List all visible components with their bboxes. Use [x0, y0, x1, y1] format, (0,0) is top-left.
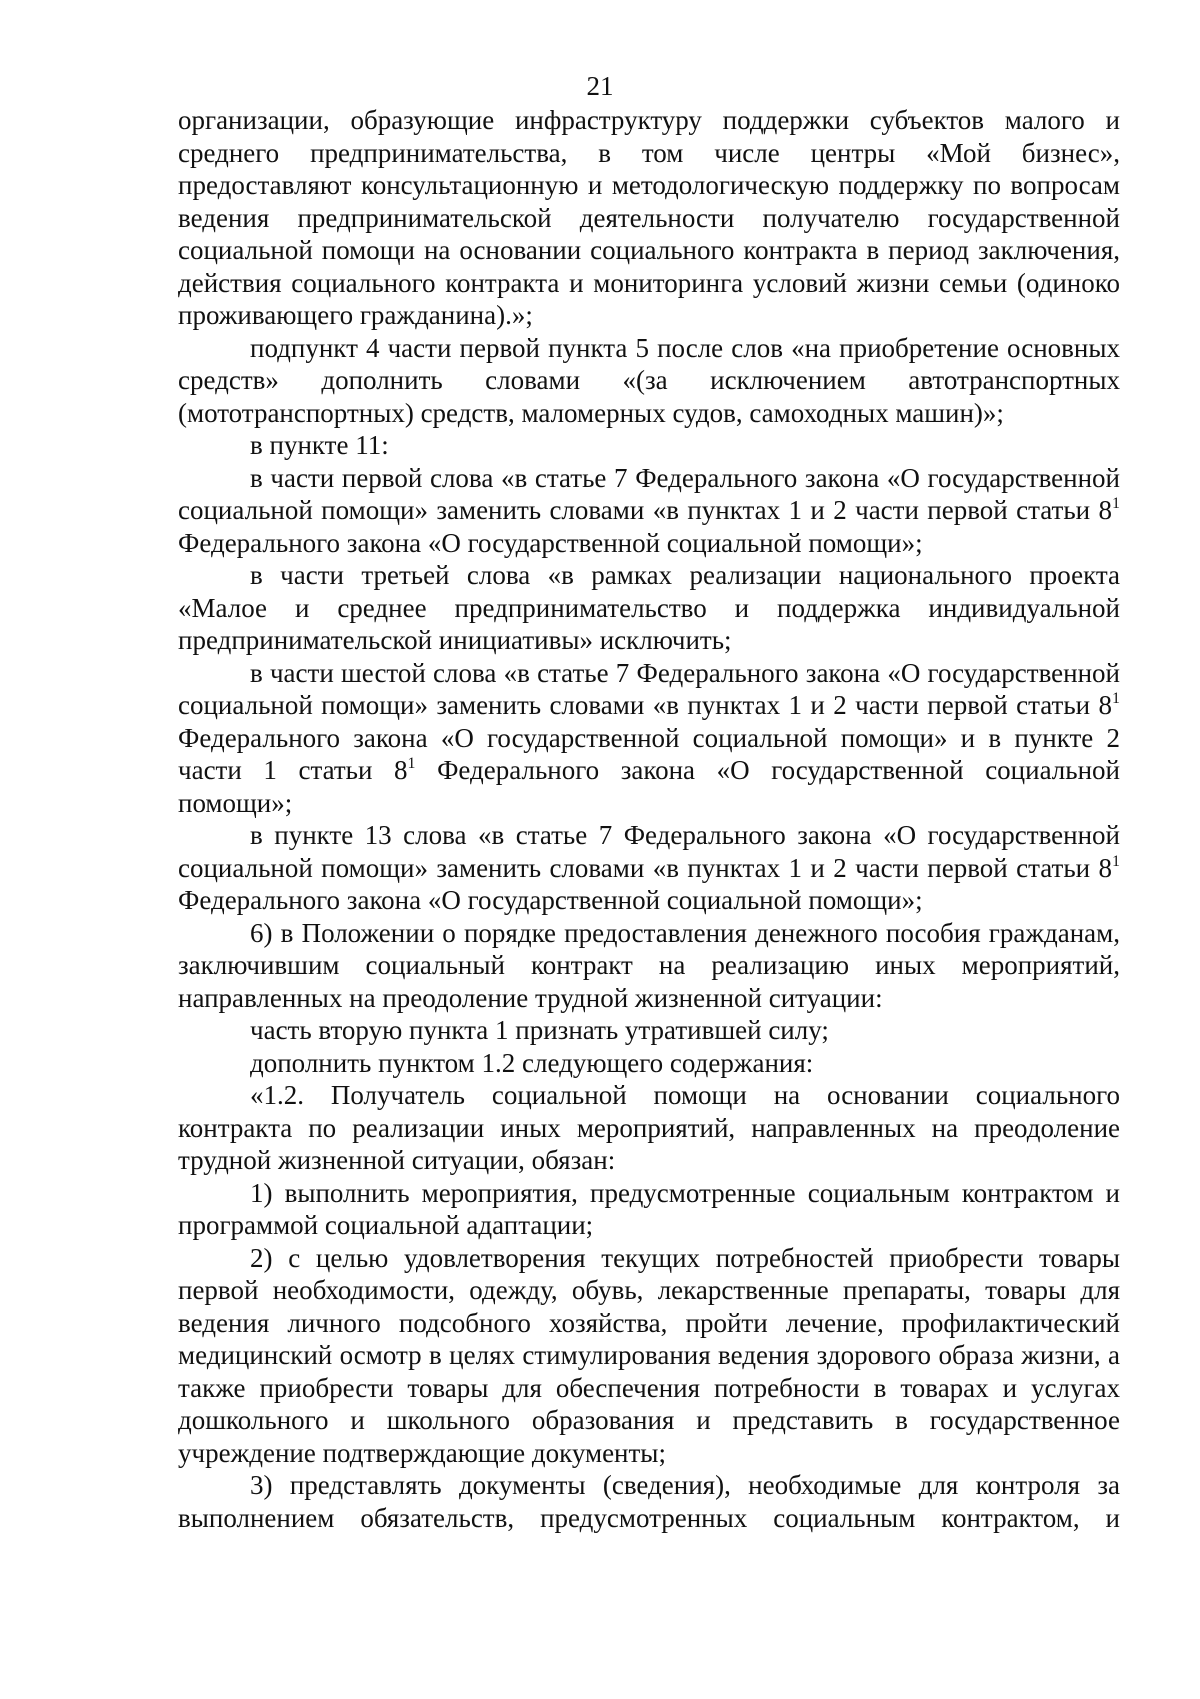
paragraph-text: Федерального закона «О государственной социальной помощи»;: [178, 755, 1120, 818]
paragraph-text: Федерального закона «О государственной социальной помощи»;: [178, 527, 923, 558]
paragraph: организации, образующие инфраструктуру поддержки субъектов малого и среднего предпринимательства, в том числе центры «Мой бизнес», предоставляют консультационную и методологическую поддержку по вопросам ведения предпринимательской деятельности получателю государственной социальной помощи на основании социального контракта в период заключения, действия социального контракта и мониторинга условий жизни семьи (одиноко проживающего гражданина).»;: [178, 105, 1120, 330]
superscript: 1: [1112, 690, 1120, 707]
paragraph-text: Федерального закона «О государственной социальной помощи» и в пункте 2 части 1 статьи 8: [178, 722, 1120, 785]
paragraph-text: в пункте 13 слова «в статье 7 Федерального закона «О государственной социальной помощи» заменить словами «в пунктах 1 и 2 части первой статьи 8: [178, 820, 1120, 883]
paragraph: подпункт 4 части первой пункта 5 после слов «на приобретение основных средств» дополнить словами «(за исключением автотранспортных (мототранспортных) средств, маломерных судов, самоходных машин)»;: [178, 332, 1120, 428]
document-body: [178, 104, 1120, 1534]
paragraph: 3) представлять документы (сведения), необходимые для контроля за выполнением обязательств, предусмотренных социальным контрактом, и: [178, 1470, 1120, 1533]
paragraph: дополнить пунктом 1.2 следующего содержания:: [250, 1047, 814, 1078]
paragraph-text: в части первой слова «в статье 7 Федерального закона «О государственной социальной помощи» заменить словами «в пунктах 1 и 2 части первой статьи 8: [178, 462, 1120, 525]
paragraph: часть вторую пункта 1 признать утратившей силу;: [250, 1015, 829, 1045]
paragraph-text: Федерального закона «О государственной социальной помощи»;: [178, 885, 923, 915]
superscript: 1: [407, 755, 416, 772]
paragraph-text: в части шестой слова «в статье 7 Федерального закона «О государственной социальной помощи» заменить словами «в пунктах 1 и 2 части первой статьи 8: [178, 657, 1120, 720]
paragraph: [178, 657, 1120, 820]
paragraph: 1) выполнить мероприятия, предусмотренные социальным контрактом и программой социальной адаптации;: [178, 1177, 1120, 1240]
superscript: 1: [1112, 852, 1120, 870]
paragraph: [178, 462, 1120, 560]
superscript: 1: [1112, 495, 1120, 512]
paragraph: в части третьей слова «в рамках реализации национального проекта «Малое и среднее предпринимательство и поддержка индивидуальной предпринимательской инициативы» исключить;: [178, 560, 1120, 655]
paragraph: «1.2. Получатель социальной помощи на основании социального контракта по реализации иных мероприятий, направленных на преодоление трудной жизненной ситуации, обязан:: [178, 1080, 1120, 1175]
paragraph: [178, 819, 1120, 917]
paragraph: в пункте 11:: [250, 430, 389, 460]
page-number: 21: [586, 71, 614, 101]
paragraph: 2) с целью удовлетворения текущих потребностей приобрести товары первой необходимости, одежду, обувь, лекарственные препараты, товары для ведения личного подсобного хозяйства, пройти лечение, профилактический медицинский осмотр в целях стимулирования ведения здорового образа жизни, а также приобрести товары для обеспечения потребности в товарах и услугах дошкольного и школьного образования и представить в государственное учреждение подтверждающие документы;: [178, 1242, 1120, 1468]
paragraph: 6) в Положении о порядке предоставления денежного пособия гражданам, заключившим социальный контракт на реализацию иных мероприятий, направленных на преодоление трудной жизненной ситуации:: [178, 917, 1120, 1013]
